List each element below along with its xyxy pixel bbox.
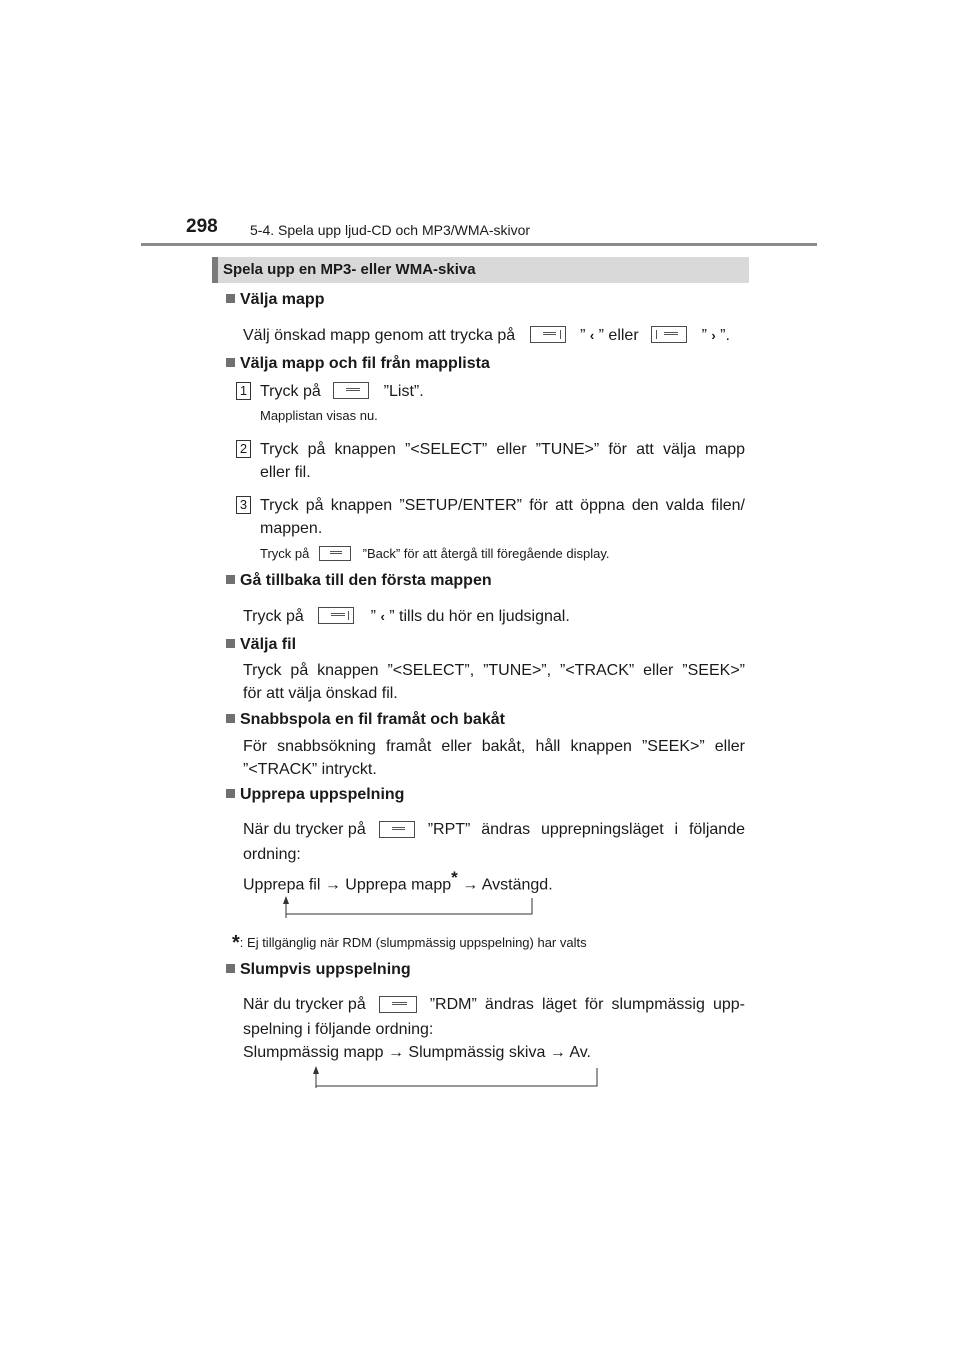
footnote-star: * [232, 932, 240, 954]
heading-text: Snabbspola en fil framåt och bakåt [240, 711, 505, 728]
preset-button-icon [333, 382, 369, 399]
chapter-title: 5-4. Spela upp ljud-CD och MP3/WMA-skivor [250, 222, 531, 238]
heading-text: Gå tillbaka till den första mappen [240, 572, 492, 589]
text-span: ” eller [598, 327, 639, 344]
text-span: ” tills du hör en ljudsignal. [389, 608, 570, 625]
preset-button-icon [651, 326, 687, 343]
preset-button-icon [319, 546, 351, 561]
back-note [260, 546, 610, 561]
section-bar-accent [212, 257, 218, 283]
cycle-arrow-icon [310, 1064, 606, 1090]
chevron-right-icon: › [711, 328, 716, 343]
upprepa-line-2: ordning: [243, 846, 301, 863]
bullet-square-icon [226, 575, 235, 584]
text-span: ”Back” för att återgå till föregående display. [362, 546, 610, 561]
mode-off: Av. [569, 1044, 591, 1061]
valja-fil-line-1: Tryck på knappen ”<SELECT”, ”TUNE>”, ”<TRACK” eller ”SEEK>” [243, 662, 745, 679]
upprepa-sequence [243, 866, 553, 896]
heading-text: Slumpvis uppspelning [240, 961, 411, 978]
section-heading: Spela upp en MP3- eller WMA-skiva [223, 261, 476, 278]
step-number-2: 2 [236, 440, 251, 458]
snabbspola-line-2: ”<TRACK” intryckt. [243, 761, 377, 778]
arrow-right-icon: → [324, 876, 341, 894]
mode-off: Avstängd. [481, 876, 553, 894]
quote-open: ” [370, 608, 376, 625]
text-span: ”RPT” ändras upprepningsläget i följande [427, 821, 745, 838]
arrow-right-icon: → [387, 1044, 404, 1061]
step-number-1: 1 [236, 382, 251, 400]
chevron-left-icon: ‹ [380, 609, 385, 624]
footnote-marker: * [451, 868, 458, 887]
valja-fil-line-2: för att välja önskad fil. [243, 685, 398, 702]
text-span: När du trycker på [243, 996, 366, 1013]
text-span: Tryck på [260, 546, 310, 561]
heading-forsta-mappen [226, 572, 492, 590]
text-span: ”RDM” ändras läget för slumpmässig upp- [429, 996, 745, 1013]
step-2-line-1: Tryck på knappen ”<SELECT” eller ”TUNE>” för att välja mapp [260, 441, 745, 458]
slumpvis-sequence [243, 1041, 591, 1064]
bullet-square-icon [226, 358, 235, 367]
step-number-3: 3 [236, 496, 251, 514]
valja-mapp-text [243, 324, 753, 347]
mode-random-disc: Slumpmässig skiva [408, 1044, 546, 1061]
bullet-square-icon [226, 714, 235, 723]
preset-button-icon [379, 996, 417, 1013]
text-span: När du trycker på [243, 821, 366, 838]
quote-open: ” [580, 327, 586, 344]
mode-random-folder: Slumpmässig mapp [243, 1044, 384, 1061]
text-span: Välj önskad mapp genom att trycka på [243, 327, 516, 344]
preset-button-icon [530, 326, 566, 343]
heading-valja-mapp [226, 291, 324, 309]
heading-mapplista [226, 355, 490, 373]
step-3-line-1: Tryck på knappen ”SETUP/ENTER” för att öppna den valda filen/ [260, 497, 745, 514]
quote-open: ” [701, 327, 707, 344]
text-span: Tryck på [260, 383, 321, 400]
footnote-text: : Ej tillgänglig när RDM (slumpmässig uppspelning) har valts [239, 935, 587, 950]
bullet-square-icon [226, 639, 235, 648]
forsta-mappen-text [243, 605, 570, 628]
mode-repeat-file: Upprepa fil [243, 876, 321, 894]
heading-text: Välja mapp [240, 291, 325, 308]
page-number: 298 [186, 216, 218, 237]
footnote [232, 932, 587, 955]
step-2-line-2: eller fil. [260, 464, 311, 481]
bullet-square-icon [226, 294, 235, 303]
heading-valja-fil [226, 636, 296, 654]
mode-repeat-folder: Upprepa mapp [345, 876, 452, 894]
heading-text: Välja mapp och fil från mapplista [240, 355, 490, 372]
text-span: ”List”. [383, 383, 424, 400]
bullet-square-icon [226, 964, 235, 973]
preset-button-icon [379, 821, 415, 838]
arrow-right-icon: → [462, 876, 479, 894]
arrow-right-icon: → [549, 1044, 566, 1061]
slumpvis-line-1 [243, 993, 745, 1016]
step-1-text [260, 380, 424, 403]
chevron-left-icon: ‹ [589, 328, 595, 343]
bullet-square-icon [226, 789, 235, 798]
step-3-line-2: mappen. [260, 520, 323, 537]
text-span: Tryck på [243, 608, 304, 625]
preset-button-icon [318, 607, 354, 624]
heading-text: Välja fil [240, 636, 297, 653]
header-divider [141, 243, 817, 246]
heading-slumpvis [226, 961, 411, 979]
heading-snabbspola [226, 711, 505, 729]
heading-upprepa [226, 786, 404, 804]
upprepa-line-1 [243, 818, 745, 841]
slumpvis-line-2: spelning i följande ordning: [243, 1021, 434, 1038]
snabbspola-line-1: För snabbsökning framåt eller bakåt, håll knappen ”SEEK>” eller [243, 738, 745, 755]
cycle-arrow-icon [280, 894, 540, 920]
text-span: ”. [720, 327, 730, 344]
heading-text: Upprepa uppspelning [240, 786, 405, 803]
step-1-note: Mapplistan visas nu. [260, 408, 378, 423]
section-heading-bar [212, 257, 749, 283]
